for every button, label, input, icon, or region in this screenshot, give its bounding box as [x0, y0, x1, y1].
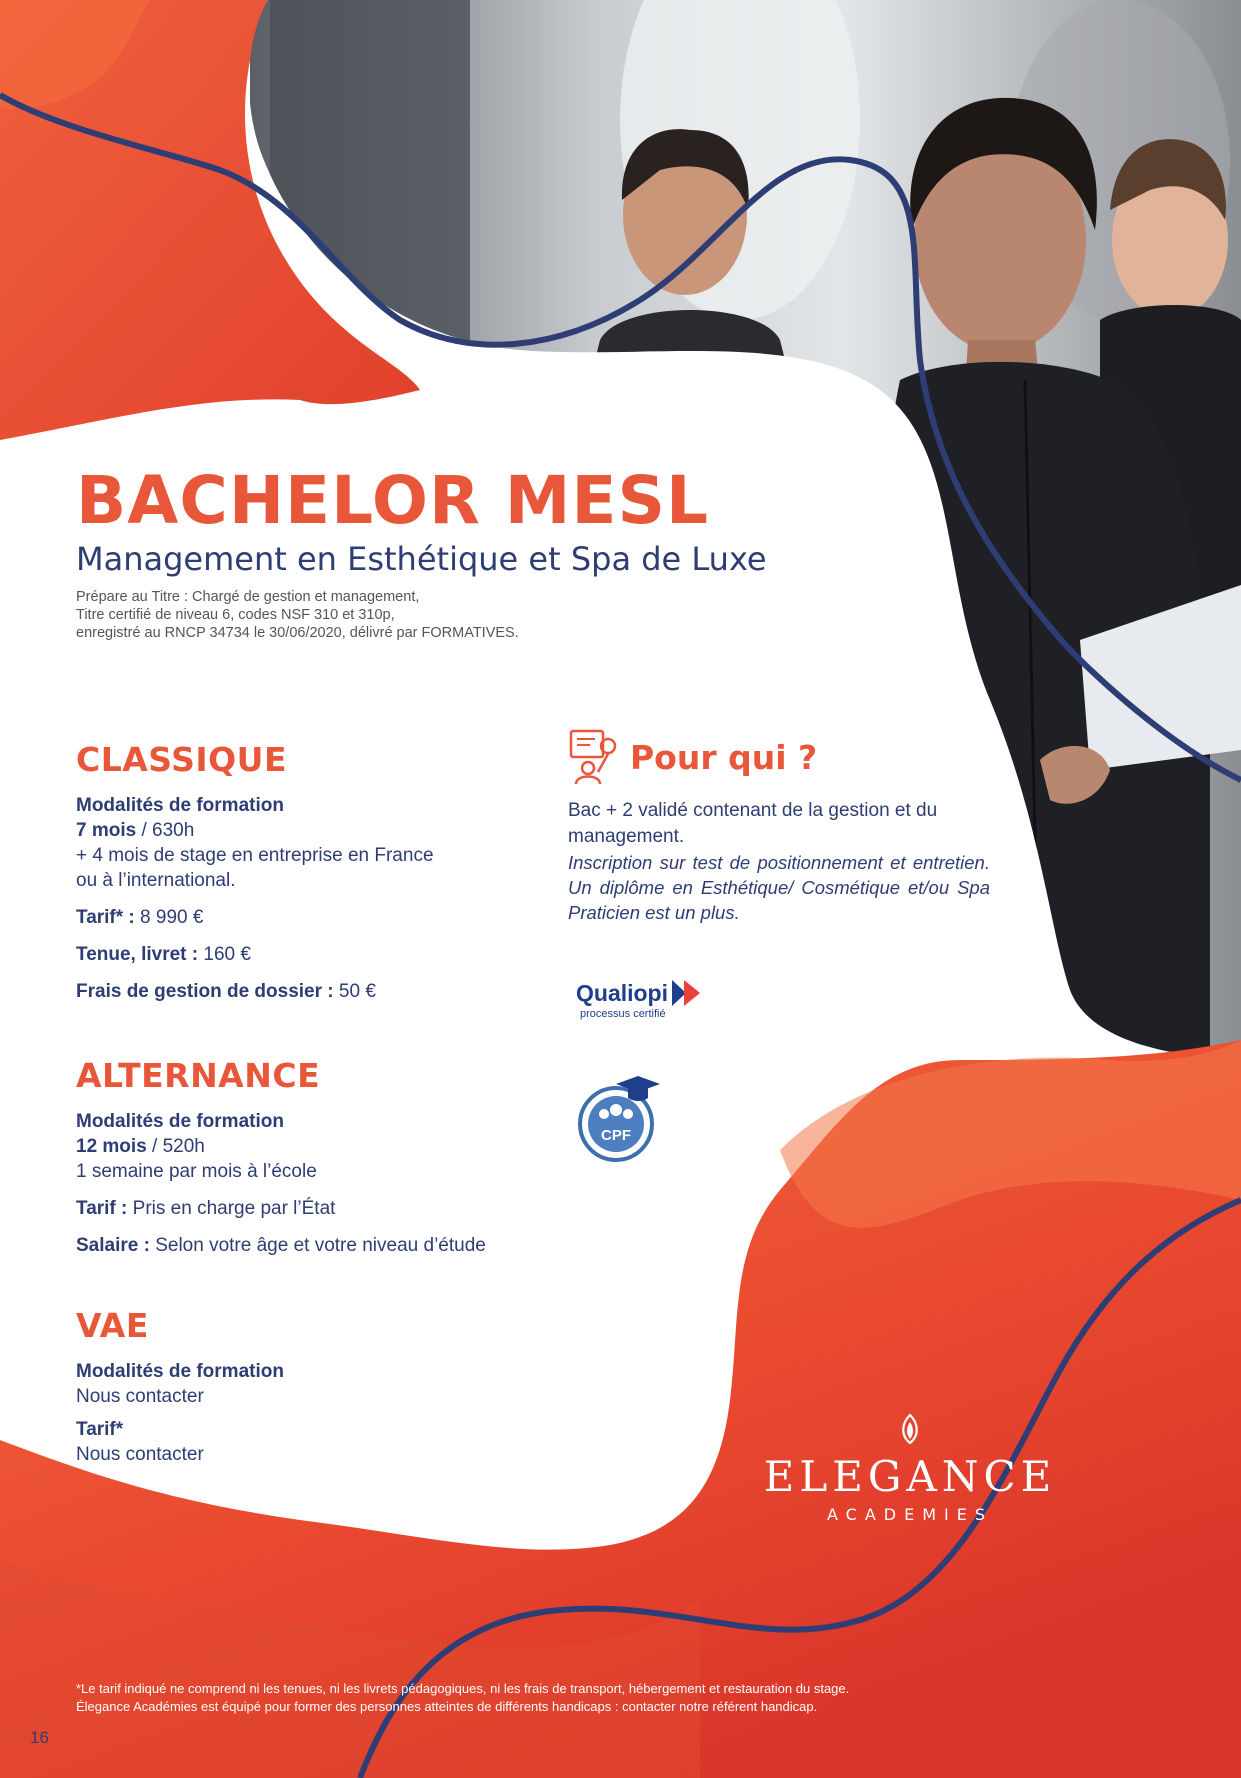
tenue-label: Tenue, livret :: [76, 944, 199, 965]
certification-line: Prépare au Titre : Chargé de gestion et management,: [76, 589, 420, 606]
vae-title: VAE: [76, 1306, 149, 1345]
classique-tarif: [76, 905, 596, 930]
cpf-badge: [576, 1068, 668, 1164]
pour-qui-note: Inscription sur test de positionnement et entretien. Un diplôme en Esthétique/ Cosmétique et/ou Spa Praticien est un plus.: [568, 852, 990, 923]
classique-frais: [76, 979, 596, 1004]
frais-value: 50 €: [333, 981, 376, 1002]
tarif-value: 8 990 €: [134, 907, 204, 928]
modalites-label: Modalités de formation: [76, 1361, 284, 1382]
logo-subname: ACADEMIES: [827, 1505, 993, 1524]
footnotes: [76, 1680, 1036, 1716]
cpf-label: CPF: [601, 1127, 631, 1144]
tarif-label: Tarif*: [76, 1419, 124, 1440]
alternance-modalites: [76, 1109, 596, 1184]
alternance-salaire: [76, 1233, 596, 1258]
tenue-value: 160 €: [198, 944, 251, 965]
tarif-value: Pris en charge par l’État: [127, 1198, 336, 1219]
pour-qui-requirements: [568, 798, 990, 850]
alternance-title: ALTERNANCE: [76, 1056, 321, 1095]
salaire-label: Salaire :: [76, 1235, 150, 1256]
stage-line: + 4 mois de stage en entreprise en France: [76, 845, 434, 866]
page-number: 16: [30, 1728, 49, 1747]
formation-options: [76, 740, 596, 1467]
cpf-logo-icon: [576, 1068, 668, 1164]
classique-modalites: [76, 793, 596, 893]
footnote-line: *Le tarif indiqué ne comprend ni les tenues, ni les livrets pédagogiques, ni les frais de transport, hébergement et restauration du stage.: [76, 1681, 850, 1696]
modalites-label: Modalités de formation: [76, 795, 284, 816]
pour-qui-header: [568, 728, 990, 786]
qualiopi-badge: [576, 978, 736, 1030]
classique-tenue: [76, 942, 596, 967]
classique-section: [76, 740, 596, 1004]
footnote-line: Élegance Académies est équipé pour former des personnes atteintes de différents handicaps : contacter notre référent handicap.: [76, 1699, 818, 1714]
logo-name: ELEGANCE: [763, 1452, 1057, 1501]
frais-label: Frais de gestion de dossier :: [76, 981, 334, 1002]
requirement-line: management.: [568, 826, 685, 847]
vae-tarif: [76, 1417, 596, 1467]
tarif-value: Nous contacter: [76, 1444, 204, 1465]
page-title: BACHELOR MESL: [76, 462, 710, 539]
classique-title: CLASSIQUE: [76, 740, 288, 779]
certification-line: Titre certifié de niveau 6, codes NSF 310 et 310p,: [76, 607, 395, 624]
qualiopi-name: Qualiopi: [576, 979, 668, 1006]
tarif-label: Tarif :: [76, 1198, 128, 1219]
pour-qui-title: Pour qui ?: [630, 737, 818, 777]
modalites-value: Nous contacter: [76, 1386, 204, 1407]
qualiopi-subtitle: processus certifié: [580, 1008, 666, 1020]
alternance-tarif: [76, 1196, 596, 1221]
rhythm-line: 1 semaine par mois à l’école: [76, 1161, 317, 1182]
certification-line: enregistré au RNCP 34734 le 30/06/2020, délivré par FORMATIVES.: [76, 625, 519, 642]
vae-modalites: [76, 1359, 596, 1409]
duration-hours: / 630h: [136, 820, 195, 841]
alternance-section: [76, 1056, 596, 1258]
stage-line: ou à l’international.: [76, 870, 236, 891]
tarif-label: Tarif* :: [76, 907, 135, 928]
requirement-line: Bac + 2 validé contenant de la gestion et du: [568, 800, 938, 821]
pour-qui-section: [568, 728, 990, 925]
title-block: [76, 462, 896, 642]
duration-months: 12 mois: [76, 1136, 147, 1157]
page-subtitle: Management en Esthétique et Spa de Luxe: [76, 540, 767, 579]
student-certificate-icon: [568, 728, 620, 786]
lotus-leaf-icon: [893, 1412, 927, 1446]
elegance-academies-logo: [760, 1412, 1060, 1524]
certification-info: [76, 588, 896, 642]
duration-months: 7 mois: [76, 820, 137, 841]
qualiopi-arrows-icon: [670, 978, 704, 1008]
duration-hours: / 520h: [146, 1136, 205, 1157]
modalites-label: Modalités de formation: [76, 1111, 284, 1132]
vae-section: [76, 1306, 596, 1467]
salaire-value: Selon votre âge et votre niveau d’étude: [149, 1235, 486, 1256]
